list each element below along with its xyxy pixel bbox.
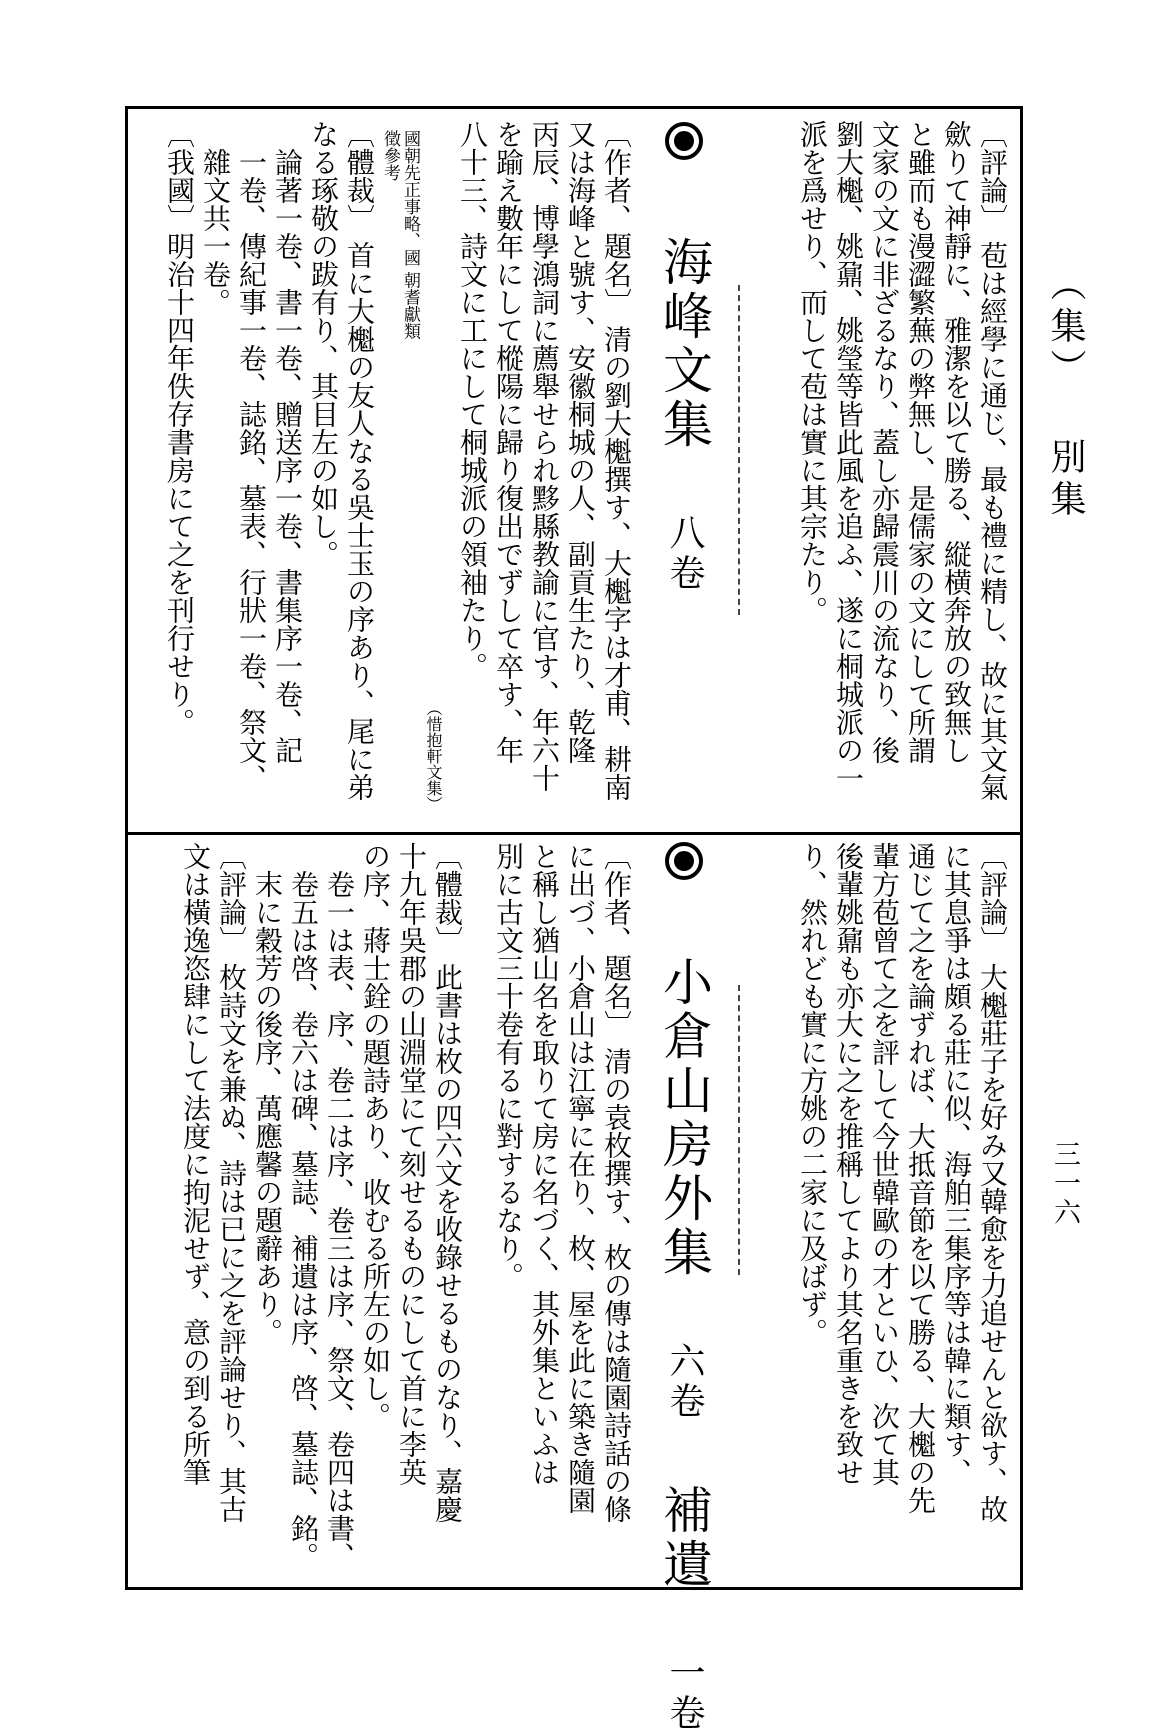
upper-review-block bbox=[755, 120, 1010, 825]
text-line: 末に穀芳の後序、萬應馨の題辭あり。 bbox=[251, 842, 284, 1346]
text-line: 〔作者、題名〕 清の劉大櫆撰す、大櫆字は才甫、耕南 bbox=[600, 120, 633, 801]
text-line: 文は橫逸恣肆にして法度に拘泥せず、意の到る所筆 bbox=[179, 842, 212, 1486]
text-line: を踰え數年にして樅陽に歸り復出でずして卒す、年 bbox=[492, 120, 525, 764]
sources-note-line: 國朝先正事略、國 bbox=[400, 130, 420, 266]
volume-count: 八卷 bbox=[664, 514, 705, 594]
supplement-title: 補遺 bbox=[655, 1484, 713, 1592]
text-line: 十九年吳郡の山淵堂にて刻せるものにして首に李英 bbox=[395, 842, 428, 1486]
page-number: 三一六 bbox=[1049, 1140, 1080, 1227]
text-line: 〔評論〕 苞は經學に通じ、最も禮に精し、故に其文氣 bbox=[976, 120, 1009, 801]
text-line: に出づ、小倉山は江寧に在り、枚、屋を此に築き隨園 bbox=[564, 842, 597, 1514]
text-line: 〔作者、題名〕 清の袁枚撰す、枚の傳は隨園詩話の條 bbox=[600, 842, 633, 1523]
text-line: と雖而も漫澀繁蕪の弊無し、是儒家の文にして所謂 bbox=[904, 120, 937, 764]
bullet-icon bbox=[665, 842, 703, 880]
text-line: 通じて之を論ずれば、大抵音節を以て勝る、大櫆の先 bbox=[904, 842, 937, 1514]
book-title: 小倉山房外集 bbox=[655, 956, 713, 1280]
section-divider bbox=[125, 832, 1023, 835]
bullet-icon bbox=[665, 122, 703, 160]
text-line: 〔評論〕 大櫆莊子を好み又韓愈を力追せんと欲す、故 bbox=[976, 842, 1009, 1523]
book-title: 海峰文集 bbox=[655, 236, 713, 452]
text-line: の序、蔣士銓の題詩あり、收むる所左の如し。 bbox=[359, 842, 392, 1430]
lower-genre-block bbox=[135, 842, 465, 1582]
text-line: 又は海峰と號す、安徽桐城の人、副貢生たり、乾隆 bbox=[564, 120, 597, 764]
text-line: 後輩姚鼐も亦大に之を推稱してより其名重きを致せ bbox=[832, 842, 865, 1486]
text-line: 一卷、傳紀事一卷、誌銘、墓表、行狀一卷、祭文、 bbox=[235, 120, 268, 792]
upper-dash-separator bbox=[738, 285, 748, 615]
text-line: 派を爲せり、而して苞は實に其宗たり。 bbox=[796, 120, 829, 624]
text-line: 〔評論〕 枚詩文を兼ぬ、詩は已に之を評論せり、其古 bbox=[215, 842, 248, 1523]
text-line: 文家の文に非ざるなり、蓋し亦歸震川の流なり、後 bbox=[868, 120, 901, 764]
supplement-volume-count: 一卷 bbox=[664, 1654, 705, 1734]
volume-count: 六卷 bbox=[664, 1342, 705, 1422]
lower-title-column bbox=[648, 842, 720, 1734]
text-line: に其息爭は頗る莊に似、海舶三集序等は韓に類す、 bbox=[940, 842, 973, 1486]
sources-note bbox=[380, 130, 420, 350]
upper-genre-block bbox=[135, 120, 377, 825]
text-line: 八十三、詩文に工にして桐城派の領袖たり。 bbox=[456, 120, 489, 680]
text-line: 劉大櫆、姚鼐、姚瑩等皆此風を追ふ、遂に桐城派の一 bbox=[832, 120, 865, 792]
text-line: り、然れども實に方姚の二家に及ばず。 bbox=[796, 842, 829, 1346]
running-header: （集） 別集 bbox=[1045, 265, 1086, 522]
text-line: 〔體裁〕 此書は枚の四六文を收錄せるものなり、嘉慶 bbox=[431, 842, 464, 1523]
text-line: 輩方苞曾て之を評して今世韓歐の才といひ、次て其 bbox=[868, 842, 901, 1486]
text-line: 別に古文三十卷有るに對するなり。 bbox=[492, 842, 525, 1290]
lower-review-block bbox=[755, 842, 1010, 1582]
upper-title-column bbox=[648, 122, 720, 594]
text-line: 〔我國〕明治十四年佚存書房にて之を刊行せり。 bbox=[163, 120, 196, 736]
text-line: と稱し猶山名を取りて房に名づく、其外集といふは bbox=[528, 842, 561, 1486]
text-line: 丙辰、博學鴻詞に薦舉せられ黟縣教諭に官す、年六十 bbox=[528, 120, 561, 792]
text-line: 歛りて神靜に、雅潔を以て勝る、縦横奔放の致無し bbox=[940, 120, 973, 764]
text-line: 卷一は表、序、卷二は序、卷三は序、祭文、卷四は書、 bbox=[323, 842, 356, 1570]
text-line: なる琢敬の跋有り、其目左の如し。 bbox=[307, 120, 340, 568]
text-line: 卷五は啓、卷六は碑、墓誌、補遺は序、啓、墓誌、銘。 bbox=[287, 842, 320, 1570]
upper-body-block bbox=[412, 120, 634, 825]
text-line: 論著一卷、書一卷、贈送序一卷、書集序一卷、記 bbox=[271, 120, 304, 764]
sources-note-line: 朝耆獻類徵參考 bbox=[380, 130, 420, 340]
lower-dash-separator bbox=[738, 985, 748, 1275]
text-line: 〔體裁〕 首に大櫆の友人なる吳士玉の序あり、尾に弟 bbox=[343, 120, 376, 801]
text-line: 雜文共一卷。 bbox=[199, 120, 232, 316]
upper-body-note: （惜抱軒文集） bbox=[424, 700, 443, 812]
lower-body-block bbox=[488, 842, 634, 1582]
